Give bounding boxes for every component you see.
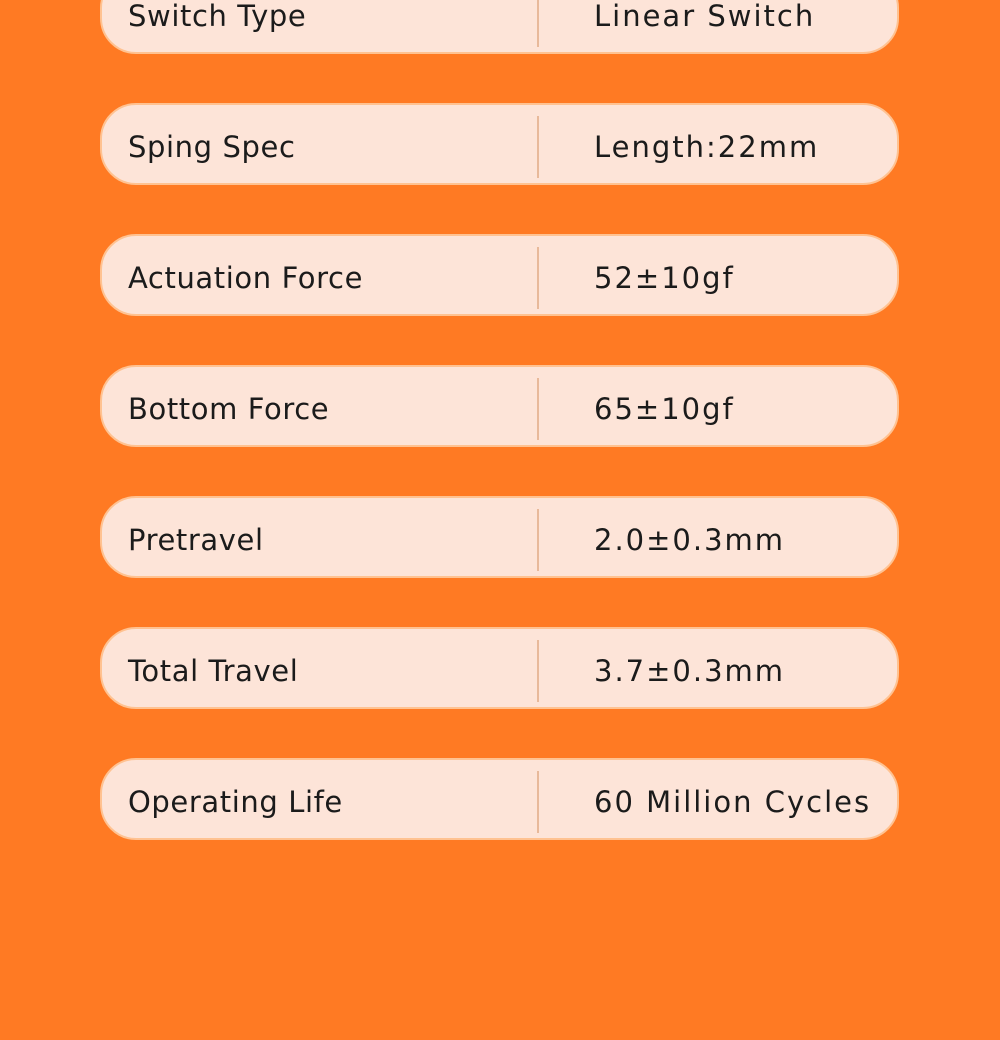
row-divider: [537, 0, 539, 47]
spec-row-operating-life: [100, 758, 899, 840]
spec-value: 3.7±0.3mm: [594, 654, 786, 688]
spec-row-bottom-force: [100, 365, 899, 447]
row-divider: [537, 509, 539, 571]
spec-row-switch-type: [100, 0, 899, 54]
spec-label: Sping Spec: [128, 130, 296, 164]
spec-row-actuation-force: [100, 234, 899, 316]
spec-row-pretravel: [100, 496, 899, 578]
row-divider: [537, 771, 539, 833]
spec-value: 60 Million Cycles: [594, 785, 872, 819]
row-divider: [537, 378, 539, 440]
spec-value: 52±10gf: [594, 261, 735, 295]
spec-label: Pretravel: [128, 523, 264, 557]
spec-label: Bottom Force: [128, 392, 330, 426]
spec-value: Linear Switch: [594, 0, 816, 33]
row-divider: [537, 640, 539, 702]
spec-label: Operating Life: [128, 785, 343, 819]
spec-label: Actuation Force: [128, 261, 364, 295]
row-divider: [537, 116, 539, 178]
row-divider: [537, 247, 539, 309]
spec-row-spring-spec: [100, 103, 899, 185]
spec-row-total-travel: [100, 627, 899, 709]
spec-value: 65±10gf: [594, 392, 735, 426]
spec-value: Length:22mm: [594, 130, 820, 164]
spec-label: Switch Type: [128, 0, 307, 33]
spec-label: Total Travel: [128, 654, 299, 688]
spec-value: 2.0±0.3mm: [594, 523, 786, 557]
